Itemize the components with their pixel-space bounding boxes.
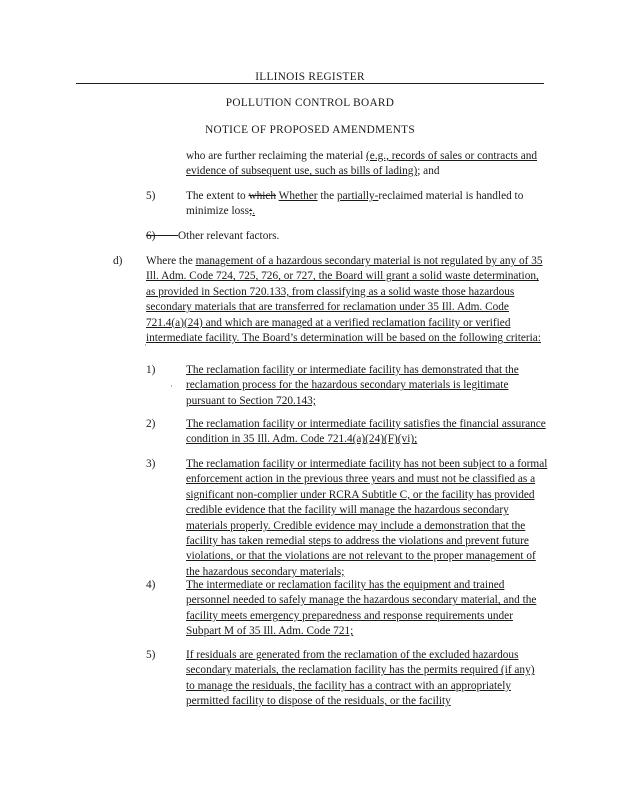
deleted-text: 6) xyxy=(146,230,156,242)
section-d-paragraph xyxy=(146,254,546,346)
item-5-residuals xyxy=(186,648,546,710)
inserted-text: has demonstrated that the reclamation process for the hazardous secondary materials is legitimate pursuant to Section 720.143; xyxy=(186,364,519,407)
notice-header: NOTICE OF PROPOSED AMENDMENTS xyxy=(205,124,415,136)
register-header: ILLINOIS REGISTER xyxy=(255,71,365,83)
inserted-text: partially- xyxy=(337,190,379,202)
inserted-text: . xyxy=(252,205,256,218)
deleted-text: ; xyxy=(249,205,253,218)
inserted-text: If residuals are generated from the reclamation of the excluded hazardous secondary materials, the reclamation facility has the permits required (if any) to manage the residuals, the facility has a contract with an appropriately permitted facility to dispose of the residuals, or the facility xyxy=(186,649,535,708)
text: ; and xyxy=(417,165,440,178)
inserted-text: Whether xyxy=(278,190,318,202)
text: reclaimed material is handled to minimize loss xyxy=(186,190,524,218)
section-number: d) xyxy=(113,255,123,267)
item-number: 2) xyxy=(146,418,156,430)
item-number: 1) xyxy=(146,364,156,376)
item-1-legitimacy xyxy=(186,363,546,409)
item-2-financial-assurance xyxy=(186,417,546,448)
item-number: 5) xyxy=(146,190,156,202)
item-number: 5) xyxy=(146,649,156,661)
inserted-text: management of a hazardous secondary material is not regulated by any of 35 Ill. Adm. Code 724, 725, 726, or 727, the Board will grant a solid waste determination, as provided in Section 720.133, from classifying as a solid waste those hazardous secondary materials that are transferred for reclamation under 35 Ill. Adm. Code 721.4(a)(24) and which are managed at a verified reclamation facility or verified intermediate facility. The Board’s determination will be based on the following criteria: xyxy=(146,255,543,345)
continued-paragraph xyxy=(186,149,546,180)
text: Other relevant factors. xyxy=(178,230,280,242)
item-5-extent xyxy=(186,189,546,220)
board-header: POLLUTION CONTROL BOARD xyxy=(225,97,395,109)
item-number: 4) xyxy=(146,579,156,591)
item-6-factors xyxy=(146,229,279,244)
deleted-text: which xyxy=(248,190,277,202)
text: the xyxy=(317,190,338,202)
deleted-spacer xyxy=(155,230,178,242)
inserted-text: The reclamation facility or intermediate facility has not been subject to a formal enforcement action in the previous three years and must not be classified as a significant non-complier under RCRA Subtitle C, or the facility has provided credible evidence that the facility will manage the hazardous secondary materials properly. Credible evidence may include a demonstration that the facility has taken remedial steps to address the violations and prevent future violations, or that the violations are not relevant to the proper management of the hazardous secondary materials; xyxy=(186,458,548,578)
text: Where the xyxy=(146,255,196,267)
item-3-enforcement xyxy=(186,457,548,580)
text: The extent to xyxy=(186,190,249,202)
margin-mark: · xyxy=(170,381,173,391)
margin-mark: · xyxy=(144,340,147,350)
item-number: 3) xyxy=(146,458,156,470)
item-4-equipment xyxy=(186,578,546,640)
text: who are further reclaiming the material xyxy=(186,150,367,162)
inserted-text: (e.g., records of sales or contracts and evidence of subsequent use, such as bills of lading) xyxy=(186,150,538,178)
inserted-text: The intermediate or reclamation facility has the equipment and trained personnel needed to safely manage the hazardous secondary material, and the facility meets emergency preparedness and response requirements under Subpart M of 35 Ill. Adm. Code 721; xyxy=(186,579,537,638)
header-rule xyxy=(76,83,544,84)
inserted-text: The reclamation facility or intermediate facility satisfies the financial assurance condition in 35 Ill. Adm. Code 721.4(a)(24)(F)(vi); xyxy=(186,418,546,446)
inserted-text: The reclamation facility or intermediate facility xyxy=(186,364,401,376)
